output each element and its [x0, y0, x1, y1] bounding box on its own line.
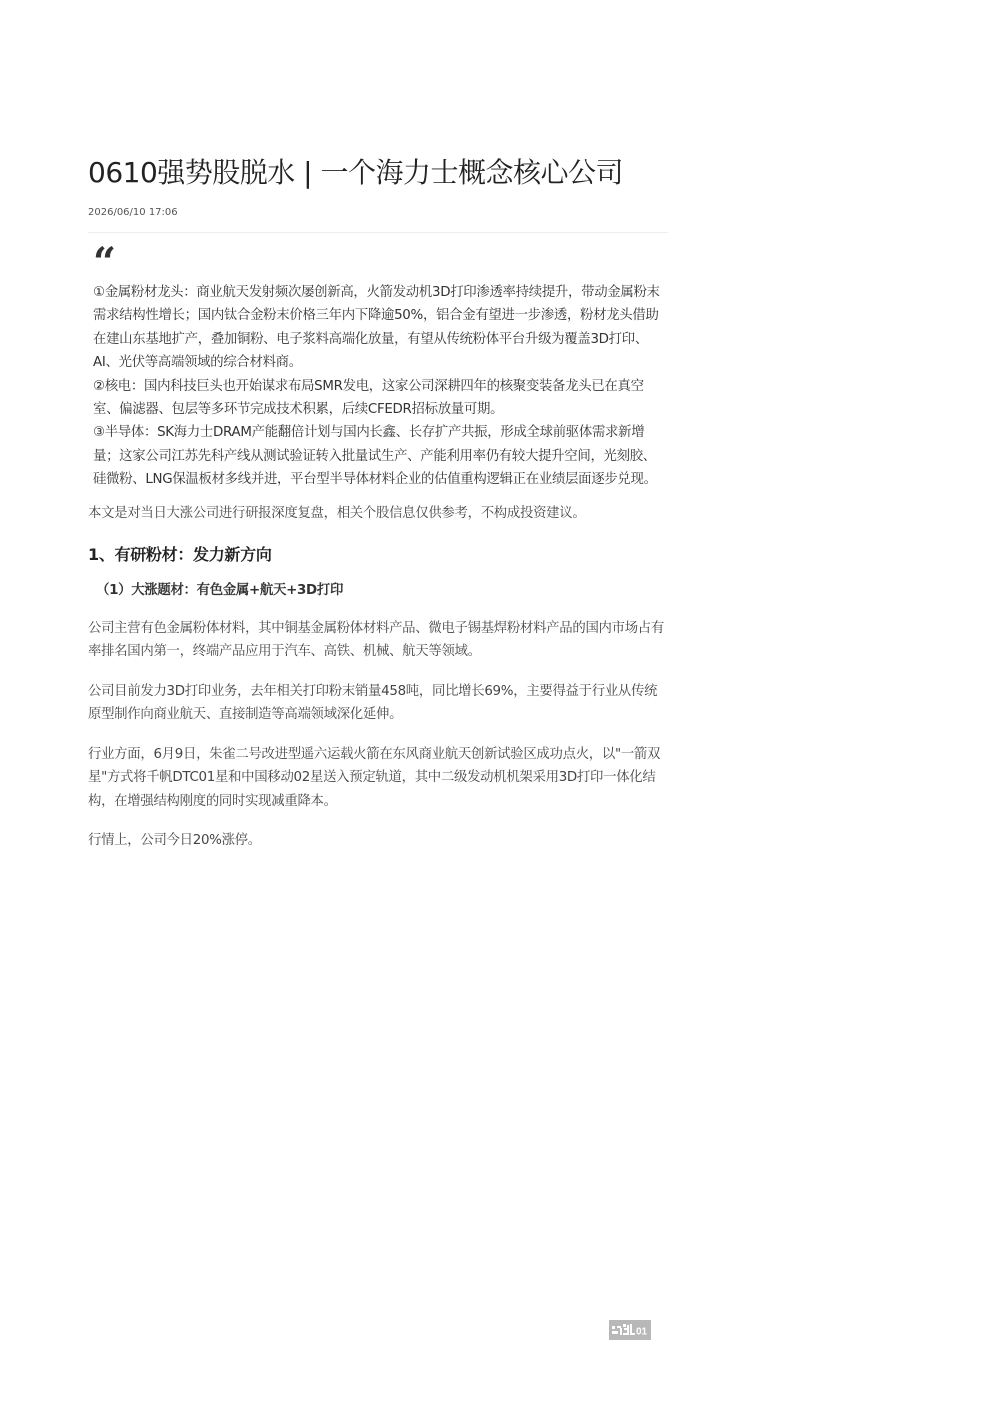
- intro-disclaimer: 本文是对当日大涨公司进行研报深度复盘，相关个股信息仅供参考，不构成投资建议。: [88, 505, 586, 521]
- publish-date: 2026/06/10 17:06: [88, 207, 178, 218]
- summary-item-metal-powder: ①金属粉材龙头：商业航天发射频次屡创新高，火箭发动机3D打印渗透率持续提升，带动金属粉末需求结构性增长；国内钛合金粉末价格三年内下降逾50%，铝合金有望进一步渗透，粉材龙头借助在建山东基地扩产，叠加铜粉、电子浆料高端化放量，有望从传统粉体平台升级为覆盖3D打印、AI、光伏等高端领域的综合材料商。: [93, 285, 660, 371]
- footer-logo: [609, 1320, 651, 1340]
- footer-logo-icon: [610, 1322, 650, 1338]
- summary-item-semiconductor: ③半导体：SK海力士DRAM产能翻倍计划与国内长鑫、长存扩产共振，形成全球前驱体需求新增量；这家公司江苏先科产线从测试验证转入批量试生产、产能利用率仍有较大提升空间，光刻胶、硅微粉、LNG保温板材多线并进，平台型半导体材料企业的估值重构逻辑正在业绩层面逐步兑现。: [93, 425, 657, 488]
- section-heading: 1、有研粉材：发力新方向: [88, 545, 272, 565]
- summary-quote: [88, 239, 668, 492]
- paragraph-industry: 行业方面，6月9日，朱雀二号改进型遥六运载火箭在东风商业航天创新试验区成功点火，以"一箭双星"方式将千帆DTC01星和中国移动02星送入预定轨道，其中二级发动机机架采用3D打印一体化结构，在增强结构刚度的同时实现减重降本。: [88, 746, 661, 809]
- article-title: 0610强势股脱水 | 一个海力士概念核心公司: [88, 156, 623, 189]
- summary-list: [93, 281, 668, 492]
- section-subheading: （1）大涨题材：有色金属+航天+3D打印: [96, 583, 344, 599]
- header-divider: [88, 232, 668, 233]
- page-number: 01: [636, 1326, 648, 1338]
- article: [88, 150, 668, 852]
- paragraph-business: 公司主营有色金属粉体材料，其中铜基金属粉体材料产品、微电子锡基焊粉材料产品的国内市场占有率排名国内第一，终端产品应用于汽车、高铁、机械、航天等领域。: [88, 621, 664, 660]
- paragraph-market: 行情上，公司今日20%涨停。: [88, 832, 261, 848]
- paragraph-3d-printing: 公司目前发力3D打印业务，去年相关打印粉末销量458吨，同比增长69%，主要得益于行业从传统原型制作向商业航天、直接制造等高端领域深化延伸。: [88, 683, 658, 723]
- quote-icon: “: [93, 239, 113, 286]
- summary-item-nuclear: ②核电：国内科技巨头也开始谋求布局SMR发电，这家公司深耕四年的核聚变装备龙头已在真空室、偏滤器、包层等多环节完成技术积累，后续CFEDR招标放量可期。: [93, 378, 644, 418]
